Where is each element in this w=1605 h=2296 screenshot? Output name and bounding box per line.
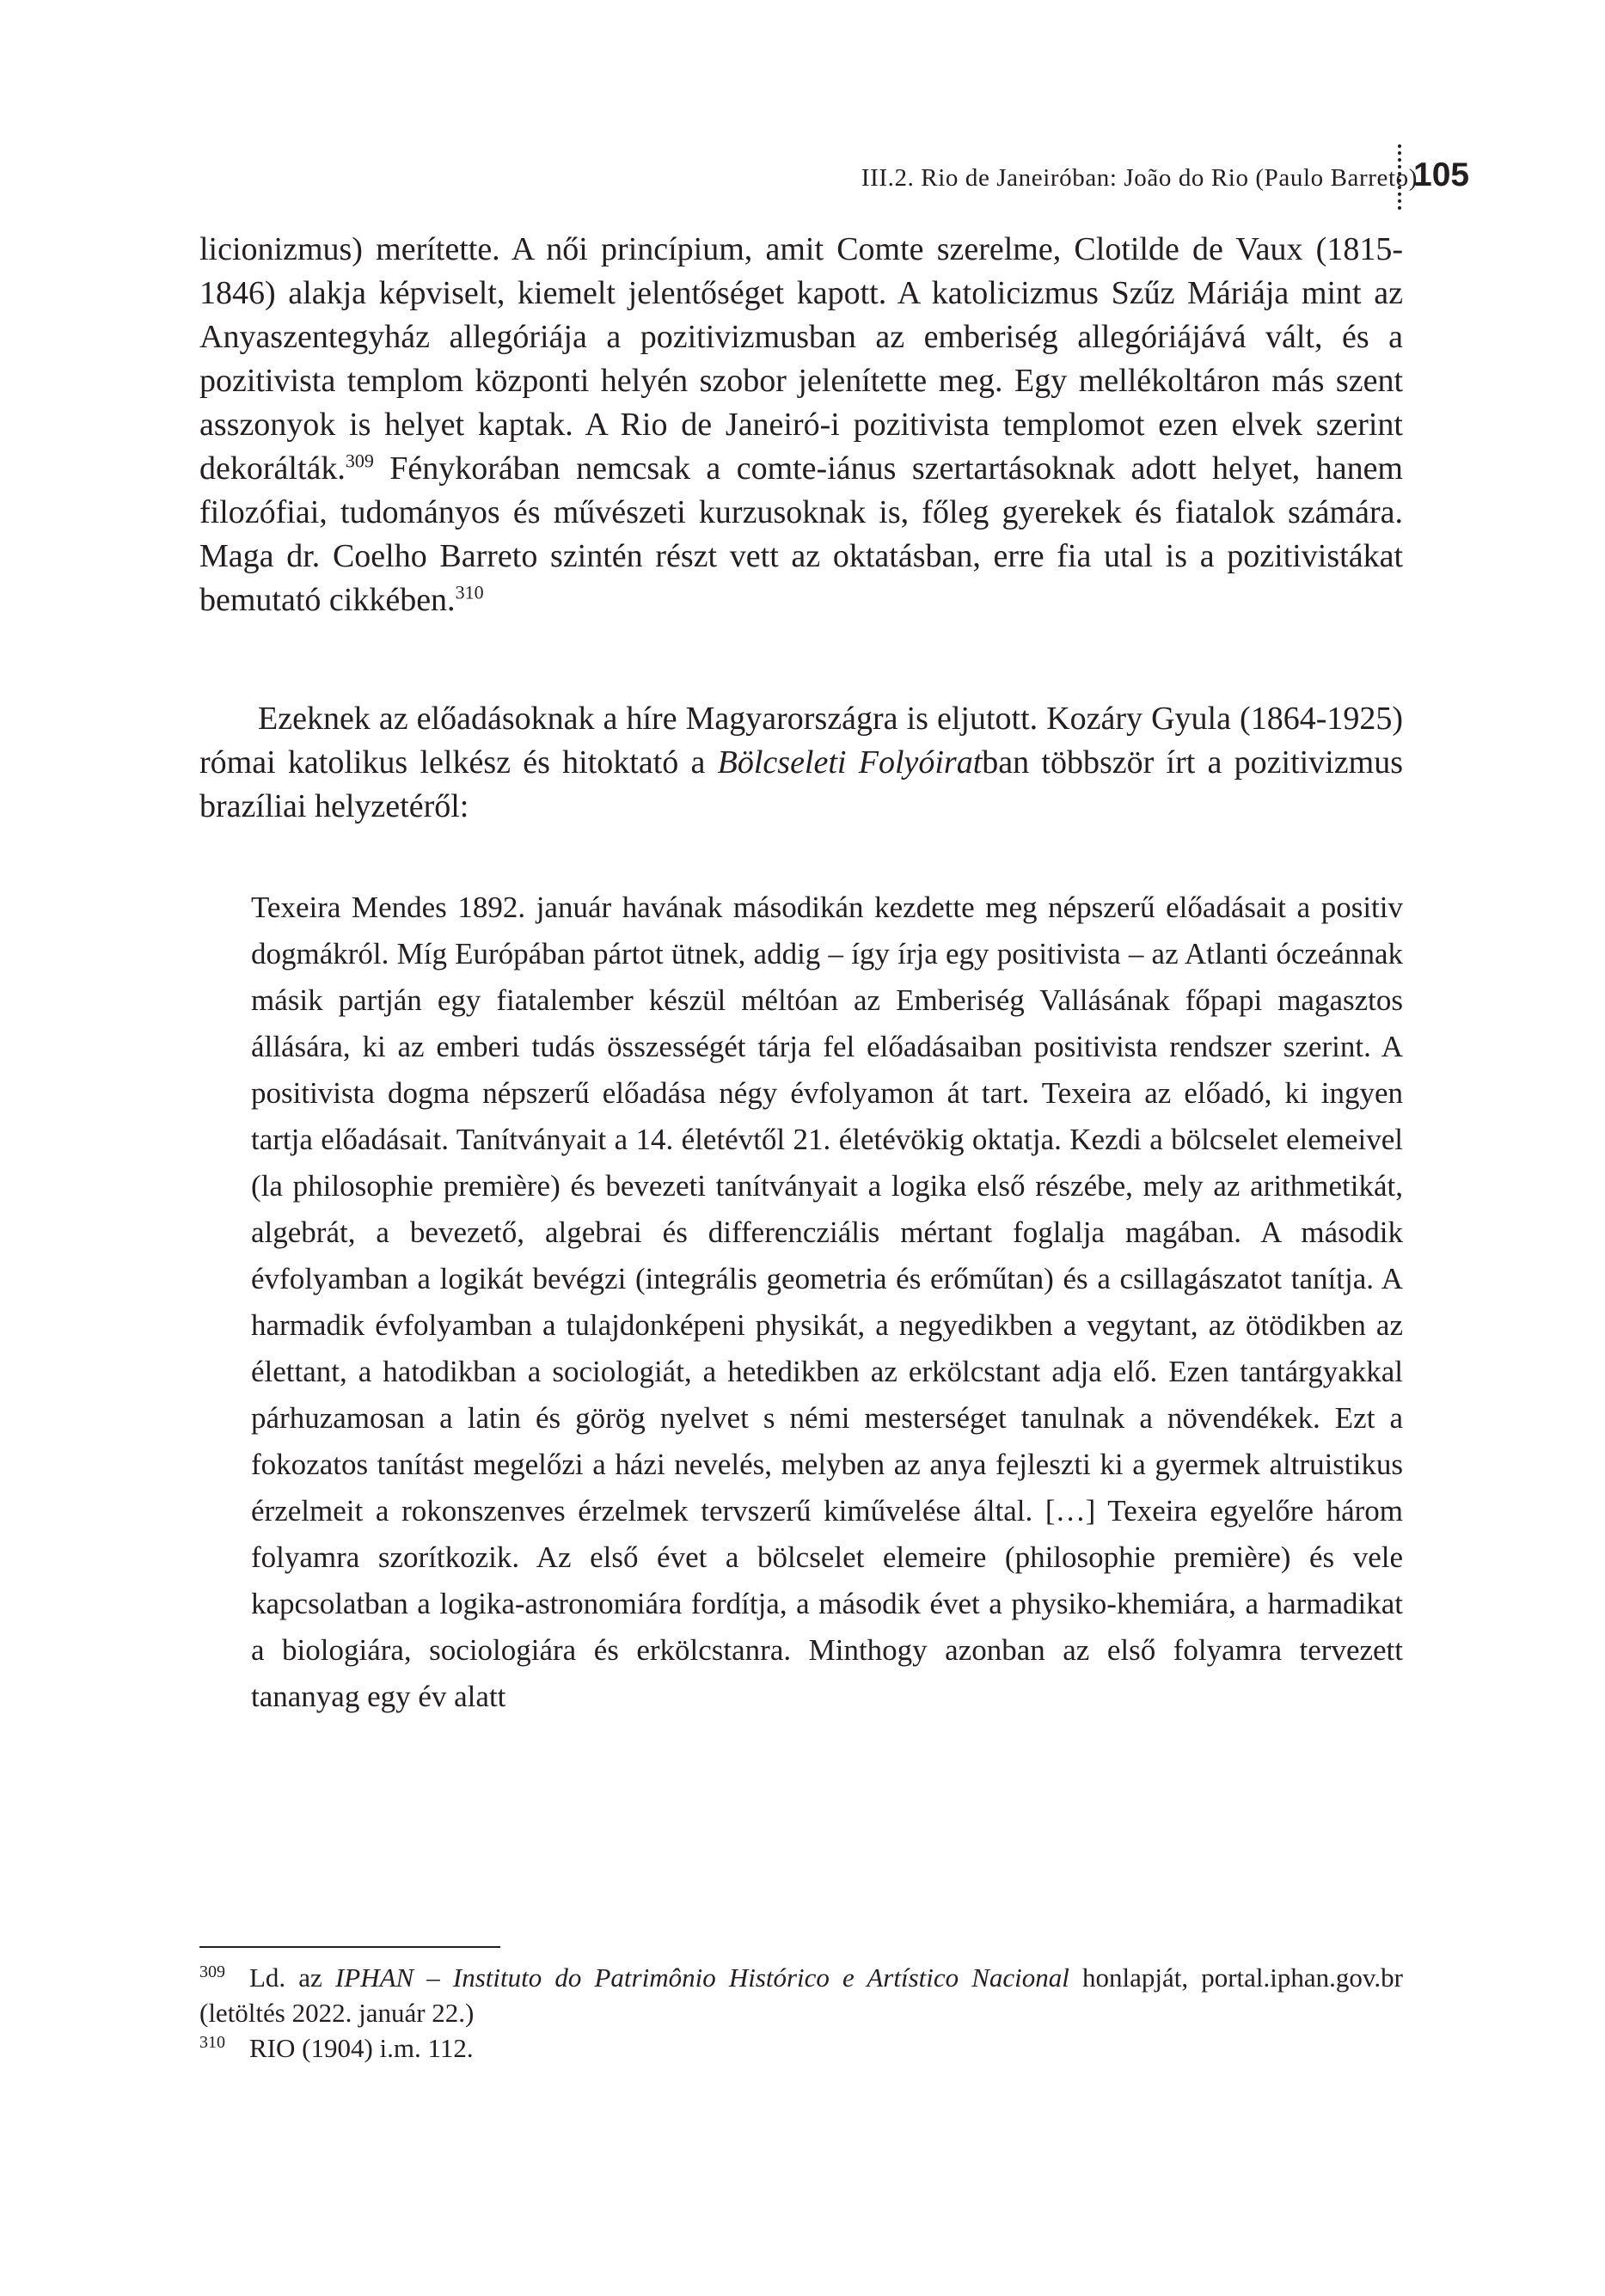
footnote-number: 310 xyxy=(199,2032,225,2052)
footnote-separator xyxy=(199,1946,500,1948)
footnote-number: 309 xyxy=(199,1962,225,1981)
footnote-ref-309[interactable]: 309 xyxy=(345,450,374,472)
footnote-310 xyxy=(199,2030,1403,2066)
footnote-ref-310[interactable]: 310 xyxy=(455,581,484,603)
footnote-309 xyxy=(199,1960,1403,2030)
footnote-source-title: IPHAN – Instituto do Patrimônio Histórico e Artístico Nacional xyxy=(334,1962,1069,1993)
journal-title: Bölcseleti Folyóirat xyxy=(717,744,983,781)
paragraph-text: ban többször írt a pozitivizmus brazíliai helyzetéről: xyxy=(199,744,1403,824)
header-dotted-divider xyxy=(1398,144,1401,210)
paragraph-text: Ezeknek az előadásoknak a híre Magyarországra is eljutott. Kozáry Gyula (1864-1925) római katolikus lelkész és hitoktató a xyxy=(199,701,1403,781)
paragraph-text: licionizmus) merítette. A női princípium, amit Comte szerelme, Clotilde de Vaux (1815-1846) alakja képviselt, kiemelt jelentőséget kapott. A katolicizmus Szűz Máriája mint az Anyaszentegyház allegóriája a pozitivizmusban az emberiség allegóriájává vált, és a pozitivista templom központi helyén szobor jelenítette meg. Egy mellékoltáron más szent asszonyok is helyet kaptak. A Rio de Janeiró-i pozitivista templomot ezen elvek szerint dekorálták. xyxy=(199,231,1403,487)
block-quotation: Texeira Mendes 1892. január havának másodikán kezdette meg népszerű előadásait a positiv dogmákról. Míg Európában pártot ütnek, addig – így írja egy positivista – az Atlanti óczeánnak másik partján egy fiatalember készül méltóan az Emberiség Vallásának főpapi magasztos állására, ki az emberi tudás összességét tárja fel előadásaiban positivista rendszer szerint. A positivista dogma népszerű előadása négy évfolyamon át tart. Texeira az előadó, ki ingyen tartja előadásait. Tanítványait a 14. életévtől 21. életévökig oktatja. Kezdi a bölcselet elemeivel (la philosophie première) és bevezeti tanítványait a logika első részébe, mely az arithmetikát, algebrát, a bevezető, algebrai és differencziális mértant foglalja magában. A második évfolyamban a logikát bevégzi (integrális geometria és erőműtan) és a csillagászatot tanítja. A harmadik évfolyamban a tulajdonképeni physikát, a negyedikben a vegytant, az ötödikben az élettant, a hatodikban a sociologiát, a hetedikben az erkölcstant adja elő. Ezen tantárgyakkal párhuzamosan a latin és görög nyelvet s némi mesterséget tanulnak a növendékek. Ezt a fokozatos tanítást megelőzi a házi nevelés, melyben az anya fejleszti ki a gyermek altruistikus érzelmeit a rokonszenves érzelmek tervszerű kiművelése által. […] Texeira egyelőre három folyamra szorítkozik. Az első évet a bölcselet elemeire (philosophie première) és vele kapcsolatban a logika-astronomiára fordítja, a második évet a physiko-khemiára, a harmadikat a biologiára, sociologiára és erkölcstanra. Minthogy azonban az első folyamra tervezett tananyag egy év alatt xyxy=(251,891,1403,1713)
footnote-text: honlapját, portal.iphan.gov.br (letöltés 2022. január 22.) xyxy=(199,1962,1403,2028)
paragraph-text: Fénykorában nemcsak a comte-iánus szertartásoknak adott helyet, hanem filozófiai, tudományos és művészeti kurzusoknak is, főleg gyerekek és fiatalok számára. Maga dr. Coelho Barreto szintén részt vett az oktatásban, erre fia utal is a pozitivistákat bemutató cikkében. xyxy=(199,450,1403,618)
body-paragraph-1 xyxy=(199,228,1403,622)
page-number: 105 xyxy=(1413,156,1470,193)
body-paragraph-2 xyxy=(199,697,1403,829)
running-header-title: III.2. Rio de Janeiróban: João do Rio (Paulo Barreto) xyxy=(861,164,1418,192)
footnote-text: RIO (1904) i.m. 112. xyxy=(249,2033,474,2063)
footnote-text: Ld. az xyxy=(249,1962,335,1993)
